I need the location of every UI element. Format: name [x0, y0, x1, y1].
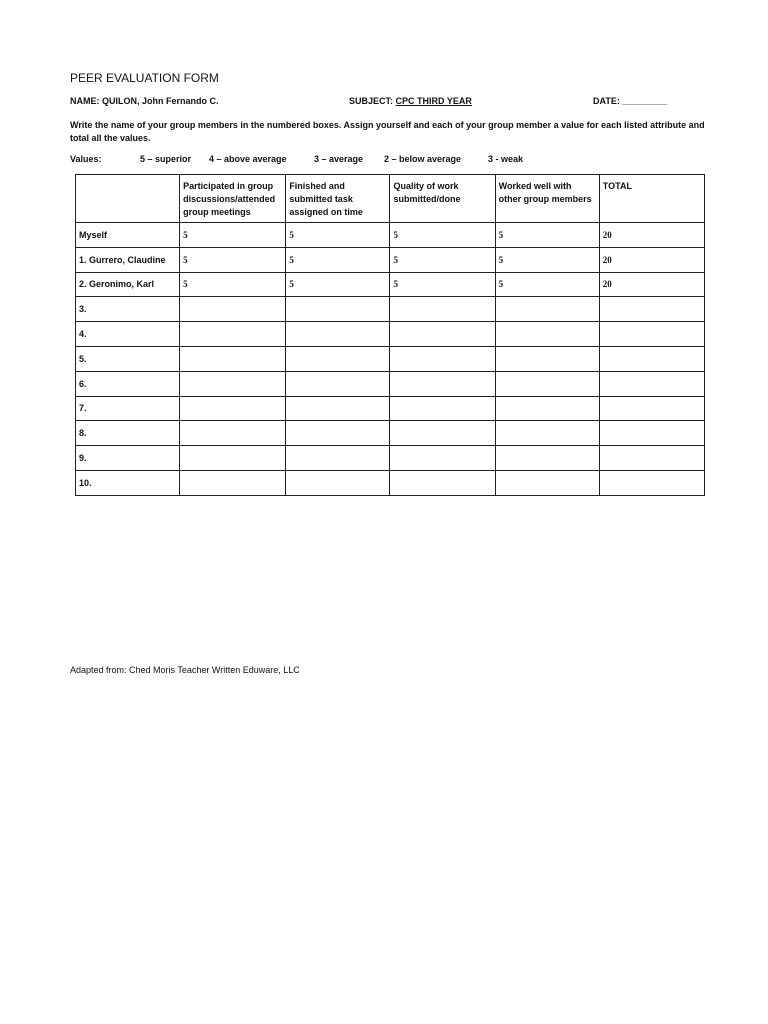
- score-participation-cell[interactable]: 5: [180, 223, 286, 248]
- score-teamwork-cell[interactable]: 5: [495, 247, 599, 272]
- score-teamwork-cell[interactable]: [495, 446, 599, 471]
- member-name-cell[interactable]: 6.: [76, 371, 180, 396]
- score-timeliness-cell[interactable]: [286, 421, 390, 446]
- table-row: [76, 446, 705, 471]
- score-total-cell[interactable]: 20: [599, 272, 704, 297]
- table-row: [76, 272, 705, 297]
- member-name-cell[interactable]: 5.: [76, 346, 180, 371]
- score-total-cell[interactable]: [599, 346, 704, 371]
- score-total-cell[interactable]: [599, 371, 704, 396]
- score-teamwork-cell[interactable]: [495, 396, 599, 421]
- score-teamwork-cell[interactable]: [495, 297, 599, 322]
- score-total-cell[interactable]: [599, 297, 704, 322]
- score-participation-cell[interactable]: [180, 470, 286, 495]
- value-superior: 5 – superior: [140, 154, 192, 164]
- score-total-cell[interactable]: 20: [599, 247, 704, 272]
- score-teamwork-cell[interactable]: [495, 470, 599, 495]
- score-quality-cell[interactable]: 5: [390, 247, 495, 272]
- date-label: DATE:: [593, 96, 620, 106]
- subject-field: [349, 96, 472, 106]
- score-timeliness-cell[interactable]: [286, 446, 390, 471]
- table-row: [76, 396, 705, 421]
- score-timeliness-cell[interactable]: [286, 346, 390, 371]
- score-quality-cell[interactable]: [390, 346, 495, 371]
- header-teamwork: Worked well with other group members: [495, 175, 599, 223]
- score-participation-cell[interactable]: [180, 421, 286, 446]
- score-quality-cell[interactable]: [390, 446, 495, 471]
- score-teamwork-cell[interactable]: [495, 421, 599, 446]
- score-teamwork-cell[interactable]: [495, 322, 599, 347]
- member-name-cell[interactable]: 4.: [76, 322, 180, 347]
- member-name-cell[interactable]: 9.: [76, 446, 180, 471]
- score-timeliness-cell[interactable]: 5: [286, 223, 390, 248]
- table-row: [76, 297, 705, 322]
- value-weak: 3 - weak: [488, 154, 524, 164]
- score-total-cell[interactable]: [599, 446, 704, 471]
- header-total: TOTAL: [599, 175, 704, 223]
- score-total-cell[interactable]: [599, 396, 704, 421]
- header-participation: Participated in group discussions/attended group meetings: [180, 175, 286, 223]
- score-total-cell[interactable]: [599, 322, 704, 347]
- table-row: [76, 371, 705, 396]
- score-participation-cell[interactable]: [180, 446, 286, 471]
- score-teamwork-cell[interactable]: [495, 346, 599, 371]
- score-quality-cell[interactable]: [390, 396, 495, 421]
- score-teamwork-cell[interactable]: [495, 371, 599, 396]
- header-cell-blank: [76, 175, 180, 223]
- header-timeliness: Finished and submitted task assigned on time: [286, 175, 390, 223]
- score-participation-cell[interactable]: 5: [180, 272, 286, 297]
- score-teamwork-cell[interactable]: 5: [495, 272, 599, 297]
- value-below-average: 2 – below average: [384, 154, 462, 164]
- value-above-average: 4 – above average: [209, 154, 287, 164]
- name-field: [70, 96, 219, 106]
- score-quality-cell[interactable]: [390, 421, 495, 446]
- member-name-cell[interactable]: 7.: [76, 396, 180, 421]
- score-participation-cell[interactable]: [180, 322, 286, 347]
- member-name-cell[interactable]: Myself: [76, 223, 180, 248]
- score-quality-cell[interactable]: [390, 470, 495, 495]
- score-timeliness-cell[interactable]: 5: [286, 247, 390, 272]
- table-row: [76, 470, 705, 495]
- score-quality-cell[interactable]: 5: [390, 223, 495, 248]
- date-value: _________: [622, 96, 668, 106]
- score-quality-cell[interactable]: 5: [390, 272, 495, 297]
- evaluation-table: [75, 174, 705, 496]
- score-participation-cell[interactable]: 5: [180, 247, 286, 272]
- score-quality-cell[interactable]: [390, 371, 495, 396]
- member-name-cell[interactable]: 1. Gurrero, Claudine: [76, 247, 180, 272]
- score-timeliness-cell[interactable]: [286, 470, 390, 495]
- score-total-cell[interactable]: [599, 421, 704, 446]
- member-name-cell[interactable]: 10.: [76, 470, 180, 495]
- subject-label: SUBJECT:: [349, 96, 394, 106]
- name-value: QUILON, John Fernando C.: [102, 96, 219, 106]
- score-participation-cell[interactable]: [180, 297, 286, 322]
- subject-value: CPC THIRD YEAR: [395, 96, 472, 106]
- score-timeliness-cell[interactable]: [286, 322, 390, 347]
- date-field: [593, 96, 667, 106]
- score-total-cell[interactable]: 20: [599, 223, 704, 248]
- score-quality-cell[interactable]: [390, 322, 495, 347]
- table-row: [76, 247, 705, 272]
- table-row: [76, 223, 705, 248]
- name-label: NAME:: [70, 96, 100, 106]
- score-timeliness-cell[interactable]: [286, 371, 390, 396]
- table-row: [76, 421, 705, 446]
- value-average: 3 – average: [314, 154, 364, 164]
- values-label: Values:: [70, 154, 102, 164]
- score-timeliness-cell[interactable]: [286, 297, 390, 322]
- header-quality: Quality of work submitted/done: [390, 175, 495, 223]
- member-name-cell[interactable]: 8.: [76, 421, 180, 446]
- score-participation-cell[interactable]: [180, 396, 286, 421]
- table-row: [76, 322, 705, 347]
- source-note: Adapted from: Ched Moris Teacher Written Eduware, LLC: [70, 665, 300, 675]
- table-header-row: [76, 175, 705, 223]
- score-participation-cell[interactable]: [180, 371, 286, 396]
- score-total-cell[interactable]: [599, 470, 704, 495]
- member-name-cell[interactable]: 2. Geronimo, Karl: [76, 272, 180, 297]
- table-row: [76, 346, 705, 371]
- score-teamwork-cell[interactable]: 5: [495, 223, 599, 248]
- page-title: PEER EVALUATION FORM: [70, 71, 219, 85]
- instructions: Write the name of your group members in the numbered boxes. Assign yourself and each of your group member a value for each listed attribute and total all the values.: [70, 120, 705, 143]
- score-timeliness-cell[interactable]: [286, 396, 390, 421]
- member-name-cell[interactable]: 3.: [76, 297, 180, 322]
- score-timeliness-cell[interactable]: 5: [286, 272, 390, 297]
- score-participation-cell[interactable]: [180, 346, 286, 371]
- score-quality-cell[interactable]: [390, 297, 495, 322]
